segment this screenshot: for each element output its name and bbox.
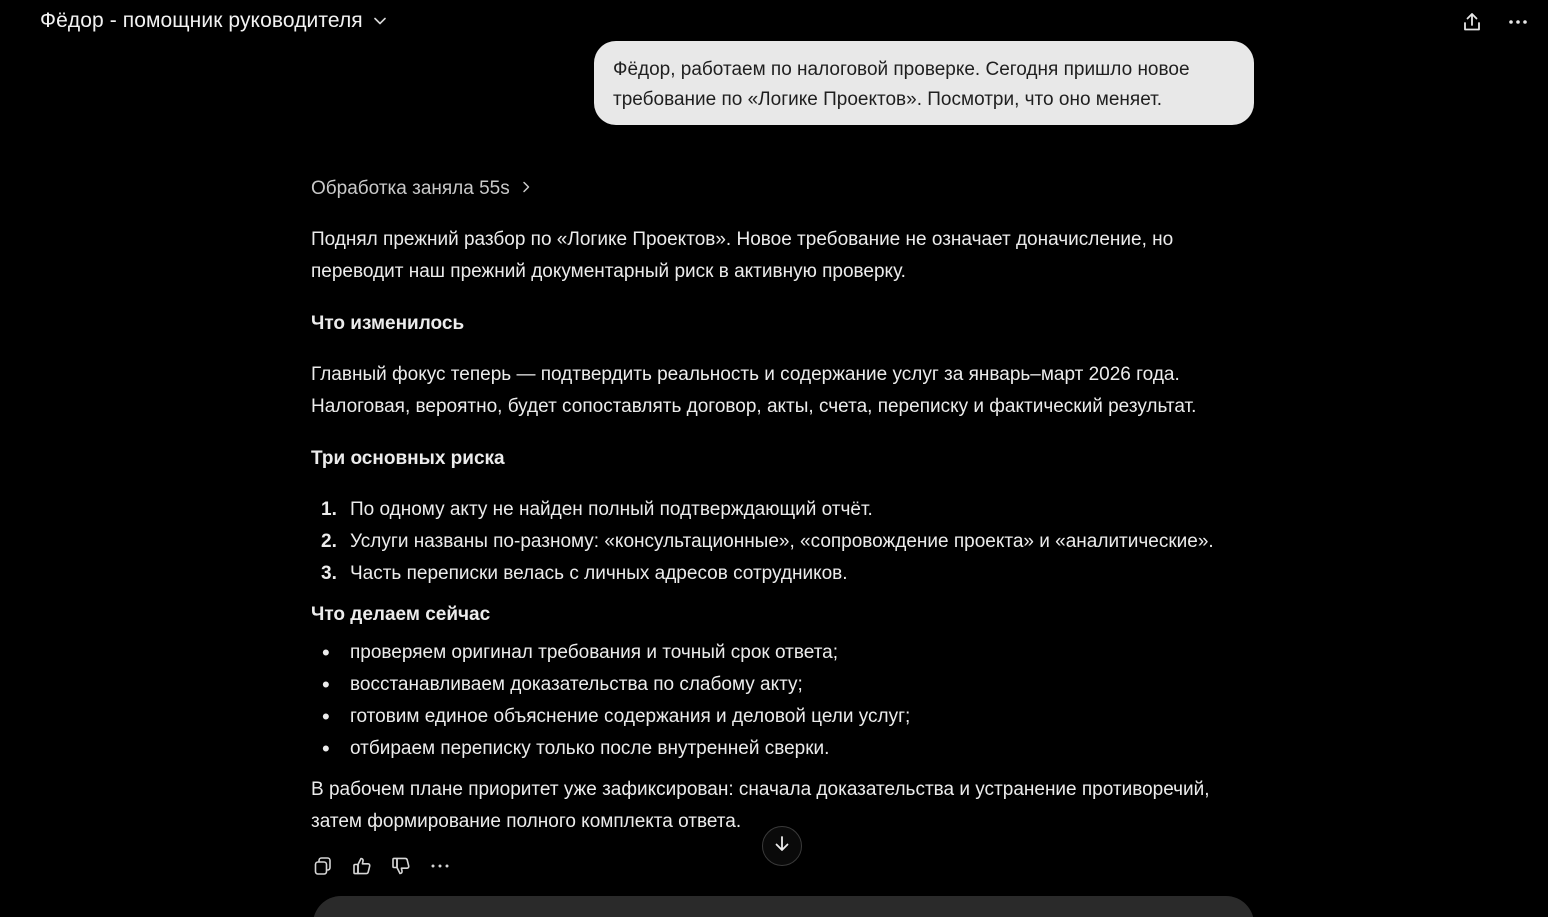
- intro-paragraph: Поднял прежний разбор по «Логике Проектов». Новое требование не означает доначисление, но переводит наш прежний документарный риск в активную проверку.: [311, 229, 1174, 282]
- plan-paragraph: В рабочем плане приоритет уже зафиксирован: сначала доказательства и устранение противоречий, затем формирование полного комплекта ответа.: [311, 779, 1210, 832]
- list-item: [311, 733, 1256, 765]
- copy-icon[interactable]: [311, 852, 335, 880]
- user-message-bubble: Фёдор, работаем по налоговой проверке. Сегодня пришло новое требование по «Логике Проектов». Посмотри, что оно меняет.: [594, 41, 1254, 125]
- assistant-message: [311, 172, 1256, 832]
- list-item: [311, 669, 1256, 701]
- list-item-text: Часть переписки велась с личных адресов сотрудников.: [350, 563, 848, 585]
- top-bar: [0, 0, 1548, 46]
- bullet-icon: •: [322, 640, 330, 665]
- scroll-to-bottom-button[interactable]: [762, 826, 802, 866]
- assistant-switcher[interactable]: [40, 9, 387, 33]
- changed-heading: Что изменилось: [311, 313, 465, 334]
- list-item: [311, 494, 1256, 526]
- list-item: [311, 637, 1256, 669]
- bullet-icon: •: [322, 736, 330, 761]
- list-item-text: Услуги названы по-разному: «консультационные», «сопровождение проекта» и «аналитические».: [350, 531, 1214, 553]
- focus-paragraph: Главный фокус теперь — подтвердить реальность и содержание услуг за январь–март 2026 года. Налоговая, вероятно, будет сопоставлять договор, акты, счета, переписку и фактический результат.: [311, 364, 1197, 417]
- list-item-text: восстанавливаем доказательства по слабому акту;: [350, 674, 803, 696]
- list-item-text: По одному акту не найден полный подтверждающий отчёт.: [350, 499, 873, 521]
- more-horizontal-icon[interactable]: [428, 852, 452, 880]
- message-composer[interactable]: [313, 896, 1254, 917]
- list-item: [311, 526, 1256, 558]
- more-horizontal-icon[interactable]: [1506, 10, 1530, 34]
- list-item: [311, 701, 1256, 733]
- list-number: 2.: [321, 531, 337, 553]
- list-item-text: проверяем оригинал требования и точный срок ответа;: [350, 642, 839, 664]
- bullet-icon: •: [322, 704, 330, 729]
- risks-heading: Три основных риска: [311, 448, 505, 469]
- bullet-icon: •: [322, 672, 330, 697]
- actions-list: [311, 637, 1256, 765]
- list-number: 3.: [321, 563, 337, 585]
- list-item-text: готовим единое объяснение содержания и деловой цели услуг;: [350, 706, 911, 728]
- thumbs-down-icon[interactable]: [389, 852, 413, 880]
- chevron-right-icon: [520, 173, 532, 205]
- thumbs-up-icon[interactable]: [350, 852, 374, 880]
- thinking-toggle[interactable]: [311, 172, 1256, 206]
- list-item: [311, 558, 1256, 590]
- list-number: 1.: [321, 499, 337, 521]
- share-icon[interactable]: [1460, 10, 1484, 34]
- assistant-title: Фёдор - помощник руководителя: [40, 9, 363, 32]
- thinking-label: Обработка заняла 55s: [311, 178, 510, 200]
- now-heading: Что делаем сейчас: [311, 604, 491, 625]
- risks-list: [311, 494, 1256, 590]
- message-actions: [311, 852, 452, 880]
- list-item-text: отбираем переписку только после внутренней сверки.: [350, 738, 830, 760]
- chevron-down-icon: [373, 14, 387, 28]
- header-actions: [1460, 10, 1530, 34]
- arrow-down-icon: [772, 834, 792, 859]
